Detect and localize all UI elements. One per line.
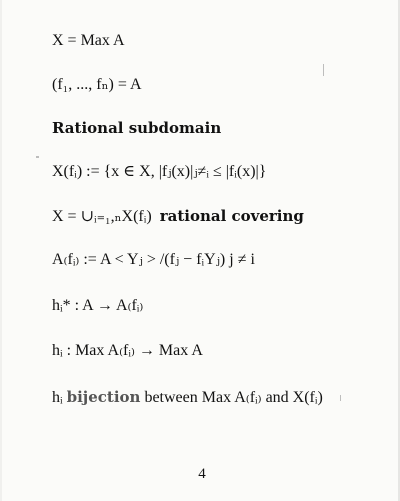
statement-rational-covering: X = ∪ᵢ₌₁,ₙX(fᵢ) rational covering [52, 207, 304, 225]
section-heading: Rational subdomain [52, 119, 222, 137]
statement-bijection: hᵢ bijection between Max A₍fᵢ₎ and X(fᵢ) [52, 388, 323, 406]
map-hi-star: hᵢ* : A → A₍fᵢ₎ [52, 297, 144, 314]
page-number: 4 [198, 466, 206, 482]
scan-speck [340, 395, 341, 401]
scan-speck [323, 64, 324, 76]
statement-x-max-a: X = Max A [52, 32, 125, 49]
definition-rational-subdomain: X(fᵢ) := {x ∈ X, |fⱼ(x)|ⱼ≠ᵢ ≤ |fᵢ(x)|} [52, 163, 267, 180]
bijection-term: bijection [66, 388, 141, 406]
scan-speck [36, 156, 39, 158]
definition-a-fi: A₍fᵢ₎ := A < Yⱼ > /(fⱼ − fᵢYⱼ) j ≠ i [52, 251, 255, 268]
statement-f-tuple: (f₁, ..., fₙ) = A [52, 76, 142, 93]
map-hi: hᵢ : Max A₍fᵢ₎ → Max A [52, 342, 203, 359]
rational-covering-term: rational covering [159, 207, 304, 225]
